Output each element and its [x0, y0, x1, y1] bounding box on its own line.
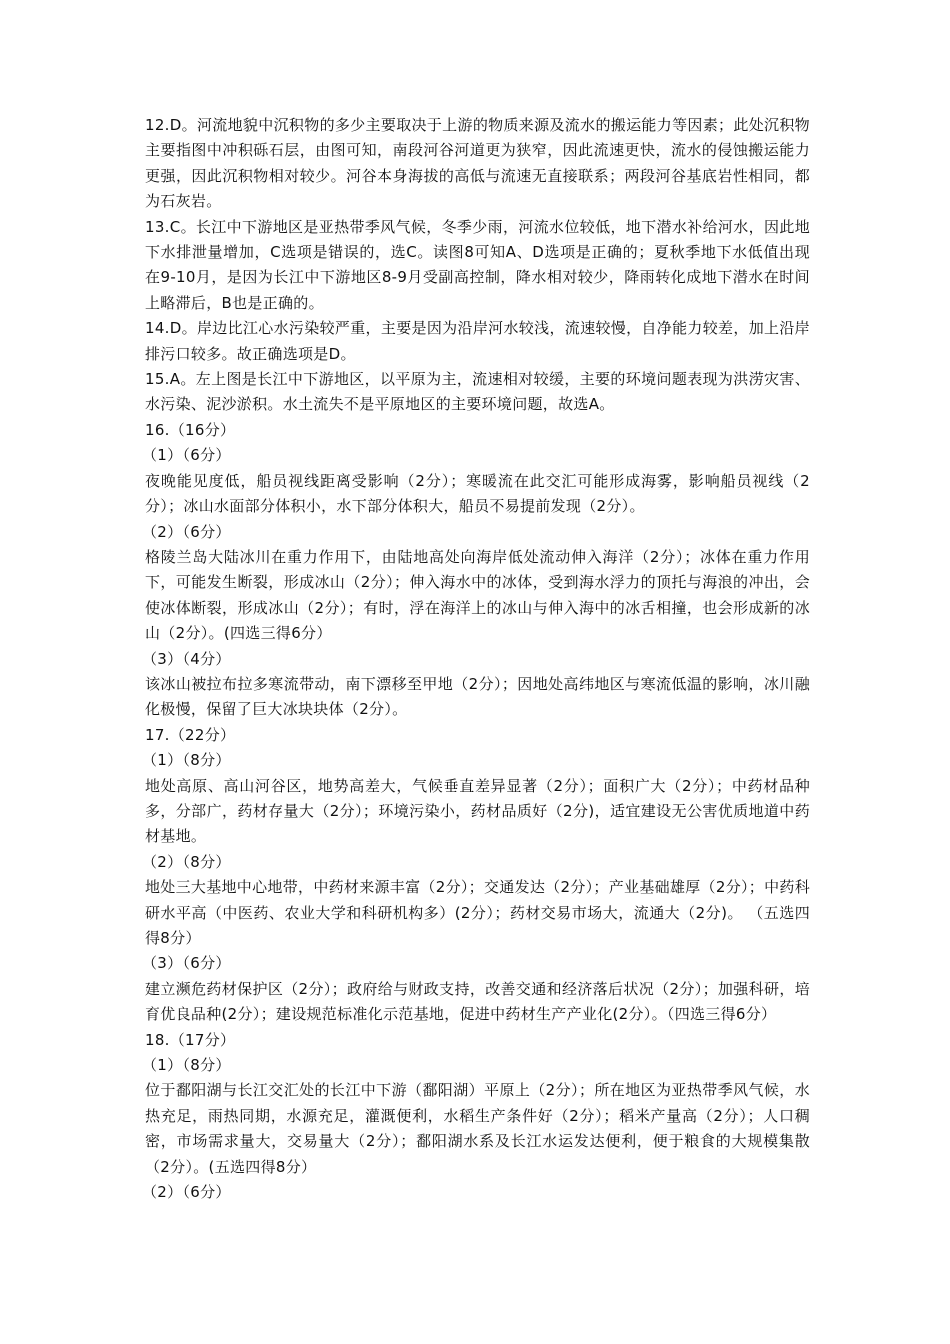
question-16-part-3-heading: （3）（4分）	[142, 649, 231, 668]
question-16-part-1-answer: 夜晚能见度低，船员视线距离受影响（2分）；寒暖流在此交汇可能形成海雾，影响船员视线（2分）；冰山水面部分体积小，水下部分体积大，船员不易提前发现（2分）。	[145, 471, 810, 516]
question-18-part-1-answer: 位于鄱阳湖与长江交汇处的长江中下游（鄱阳湖）平原上（2分）；所在地区为亚热带季风气候，水热充足，雨热同期，水源充足，灌溉便利，水稻生产条件好（2分）；稻米产量高（2分）；人口稠密，市场需求量大，交易量大（2分）；鄱阳湖水系及长江水运发达便利，便于粮食的大规模集散（2分）。(五选四得8分）	[145, 1081, 810, 1176]
question-16-part-2-heading: （2）（6分）	[142, 522, 231, 541]
question-17-part-1-heading: （1）（8分）	[142, 751, 231, 770]
question-17-part-1-answer: 地处高原、高山河谷区，地势高差大，气候垂直差异显著（2分）；面积广大（2分）；中药材品种多，分部广，药材存量大（2分）；环境污染小，药材品质好（2分)，适宜建设无公害优质地道中药材基地。	[145, 776, 810, 846]
answer-14: 14.D。岸边比江心水污染较严重，主要是因为沿岸河水较浅，流速较慢，自净能力较差，加上沿岸排污口较多。故正确选项是D。	[145, 319, 810, 363]
question-16-heading: 16.（16分）	[145, 420, 236, 439]
answer-12: 12.D。河流地貌中沉积物的多少主要取决于上游的物质来源及流水的搬运能力等因素；此处沉积物主要指图中冲积砾石层，由图可知，南段河谷河道更为狭窄，因此流速更快，流水的侵蚀搬运能力更强，因此沉积物相对较少。河谷本身海拔的高低与流速无直接联系；两段河谷基底岩性相同，都为石灰岩。	[145, 116, 810, 211]
question-17-part-2-answer: 地处三大基地中心地带，中药材来源丰富（2分）；交通发达（2分）；产业基础雄厚（2分）；中药科研水平高（中医药、农业大学和科研机构多）(2分）；药材交易市场大，流通大（2分)。 （五选四得8分）	[145, 878, 810, 947]
question-16-part-2-answer: 格陵兰岛大陆冰川在重力作用下，由陆地高处向海岸低处流动伸入海洋（2分）；冰体在重力作用下，可能发生断裂，形成冰山（2分）；伸入海水中的冰体，受到海水浮力的顶托与海浪的冲出，会使冰体断裂，形成冰山（2分）；有时，浮在海洋上的冰山与伸入海中的冰舌相撞，也会形成新的冰山（2分）。(四选三得6分）	[145, 547, 810, 643]
question-17-heading: 17.（22分）	[145, 725, 236, 744]
question-18-part-2-heading: （2）（6分）	[142, 1183, 231, 1202]
question-17-part-3-answer: 建立濒危药材保护区（2分）；政府给与财政支持，改善交通和经济落后状况（2分）；加强科研，培育优良品种(2分）；建设规范标准化示范基地，促进中药材生产产业化(2分）。（四选三得6分）	[145, 979, 810, 1024]
answer-13: 13.C。长江中下游地区是亚热带季风气候，冬季少雨，河流水位较低，地下潜水补给河水，因此地下水排泄量增加，C选项是错误的，选C。读图8可知A、D选项是正确的；夏秋季地下水低值出现在9-10月，是因为长江中下游地区8-9月受副高控制，降水相对较少，降雨转化成地下潜水在时间上略滞后，B也是正确的。	[145, 217, 810, 312]
answer-15: 15.A。左上图是长江中下游地区，以平原为主，流速相对较缓，主要的环境问题表现为洪涝灾害、水污染、泥沙淤积。水土流失不是平原地区的主要环境问题，故选A。	[145, 370, 810, 414]
question-18-heading: 18.（17分）	[145, 1030, 236, 1049]
question-18-part-1-heading: （1）（8分）	[142, 1056, 231, 1075]
question-16-part-1-heading: （1）（6分）	[142, 446, 231, 465]
question-16-part-3-answer: 该冰山被拉布拉多寒流带动，南下漂移至甲地（2分）；因地处高纬地区与寒流低温的影响，冰川融化极慢，保留了巨大冰块块体（2分）。	[145, 674, 810, 719]
question-17-part-3-heading: （3）（6分）	[142, 954, 231, 973]
answer-text-block	[142, 113, 810, 1205]
question-17-part-2-heading: （2）（8分）	[142, 852, 231, 871]
